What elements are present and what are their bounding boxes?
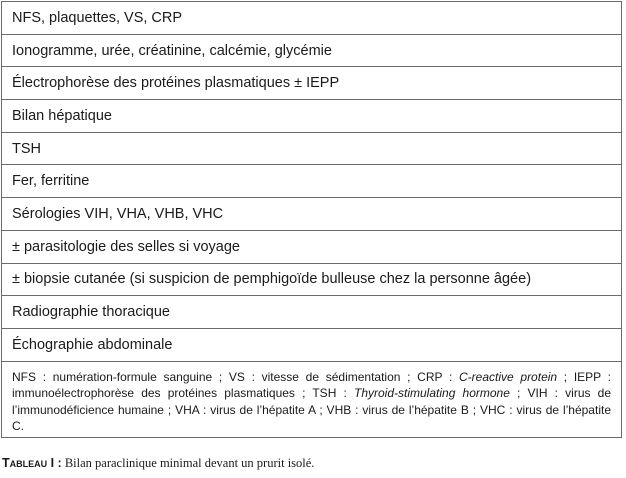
note-text-2: ; IEPP : immunoélectrophorèse des protéines plasmatiques ; TSH : (12, 369, 611, 401)
table-row: Échographie abdominale (2, 329, 621, 362)
table-row: TSH (2, 133, 621, 166)
caption-label: Tableau I : (2, 456, 62, 470)
table-row: Ionogramme, urée, créatinine, calcémie, glycémie (2, 35, 621, 68)
note-text-1: NFS : numération-formule sanguine ; VS : vitesse de sédimentation ; CRP : (12, 369, 460, 384)
table-row: Sérologies VIH, VHA, VHB, VHC (2, 198, 621, 231)
tsh-term: Thyroid-stimulating hormone (354, 386, 510, 401)
table-row: Radiographie thoracique (2, 296, 621, 329)
table-row: NFS, plaquettes, VS, CRP (2, 2, 621, 35)
table-row: Fer, ferritine (2, 165, 621, 198)
table-row: ± biopsie cutanée (si suspicion de pemphigoïde bulleuse chez la personne âgée) (2, 264, 621, 297)
crp-term: C-reactive protein (459, 369, 558, 384)
table-caption (2, 456, 314, 471)
table-row: Bilan hépatique (2, 100, 621, 133)
caption-text: Bilan paraclinique minimal devant un prurit isolé. (61, 456, 315, 470)
lab-workup-table (1, 1, 622, 438)
abbreviations-note (2, 362, 621, 437)
table-row: Électrophorèse des protéines plasmatiques ± IEPP (2, 67, 621, 100)
table-row: ± parasitologie des selles si voyage (2, 231, 621, 264)
note-text-3: ; VIH : virus de l’immunodéficience humaine ; VHA : virus de l’hépatite A ; VHB : virus de l’hépatite B ; VHC : virus de l’hépatite C. (12, 386, 612, 434)
